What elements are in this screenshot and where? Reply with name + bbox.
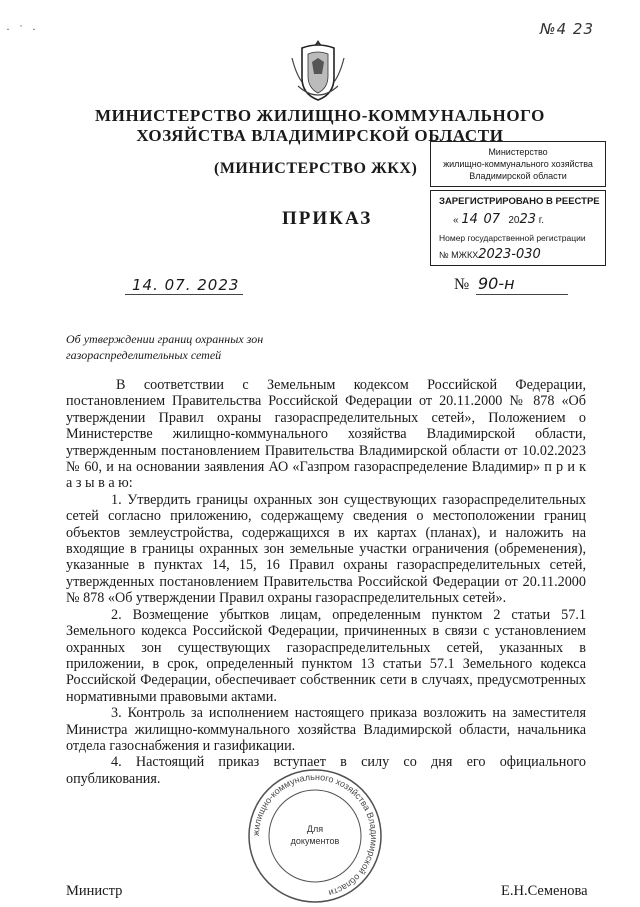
registry-number-label: Номер государственной регистрации [439,233,586,243]
seal-ring-text: жилищно-коммунального хозяйства Владимирской области [250,771,380,899]
date-underline [125,294,243,295]
order-number: 90-н [478,274,515,293]
registry-number: № МЖКХ2023-030 [439,247,541,262]
number-underline [476,294,568,295]
item-1: 1. Утвердить границы охранных зон существующих газораспределительных сетей согласно приложению, содержащему сведения о местоположении границ объектов землеустройства, содержащихся в их картах (планах), и наложить на входящие в границы охранных зон земельные участки ограничения (обременения), указанные в пунктах 14, 15, 16 Правил охраны газораспределительных сетей, утвержденных постановлением Правительства Российской Федерации от 20.11.2000 № 878 «Об утверждении Правил охраны газораспределительных сетей». [66,491,586,607]
intro-paragraph: В соответствии с Земельным кодексом Российской Федерации, постановлением Правительства Российской Федерации от 20.11.2000 № 878 «Об утверждении Правил охраны газораспределительных сетей», Положением о Министерстве жилищно-коммунального хозяйства Владимирской области, утвержденным постановлением Правительства Владимирской области от 10.02.2023 № 60, и на основании заявления АО «Газпром газораспределение Владимир» п р и к а з ы в а ю: [66,377,586,492]
corner-marks: · ˙ · [6,22,39,36]
order-body [66,377,586,787]
order-number-label: № [454,276,470,293]
document-type: ПРИКАЗ [282,208,373,229]
seal-center-text-2: документов [290,836,340,846]
signatory-title: Министр [66,883,123,899]
item-4: 4. Настоящий приказ вступает в силу со дня его официального опубликования. [66,754,586,787]
order-date: 14. 07. 2023 [132,276,240,294]
ministry-short-name: (МИНИСТЕРСТВО ЖКХ) [214,160,418,177]
order-subject: Об утверждении границ охранных зон газораспределительных сетей [66,332,264,362]
registry-stamp-box [430,190,606,266]
ministry-name: МИНИСТЕРСТВО ЖИЛИЩНО-КОММУНАЛЬНОГО ХОЗЯЙСТВА ВЛАДИМИРСКОЙ ОБЛАСТИ [95,106,545,145]
ministry-stamp-box: Министерство жилищно-коммунального хозяйства Владимирской области [430,141,606,187]
item-3: 3. Контроль за исполнением настоящего приказа возложить на заместителя Министра жилищно-коммунального хозяйства Владимирской области, начальника отдела газоснабжения и газификации. [66,705,586,754]
registry-handwritten-mark: №4 23 [540,20,594,38]
seal-center-text-1: Для [306,824,324,834]
official-seal [245,766,385,906]
item-2: 2. Возмещение убытков лицам, определенным пунктом 2 статьи 57.1 Земельного кодекса Российской Федерации, причиненных в связи с установлением охранных зон существующих газораспределительных сетей, указанных в приложении, в срок, определенный пунктом 13 статьи 57.1 Земельного кодекса Российской Федерации, обеспечивает собственник сети в случаях, предусмотренных нормативными правовыми актами. [66,606,586,705]
registry-date: « 14 07 2023 г. [453,212,545,227]
coat-of-arms-emblem [288,38,348,102]
registry-title: ЗАРЕГИСТРИРОВАНО В РЕЕСТРЕ [439,196,600,207]
signatory-name: Е.Н.Семенова [501,883,588,899]
